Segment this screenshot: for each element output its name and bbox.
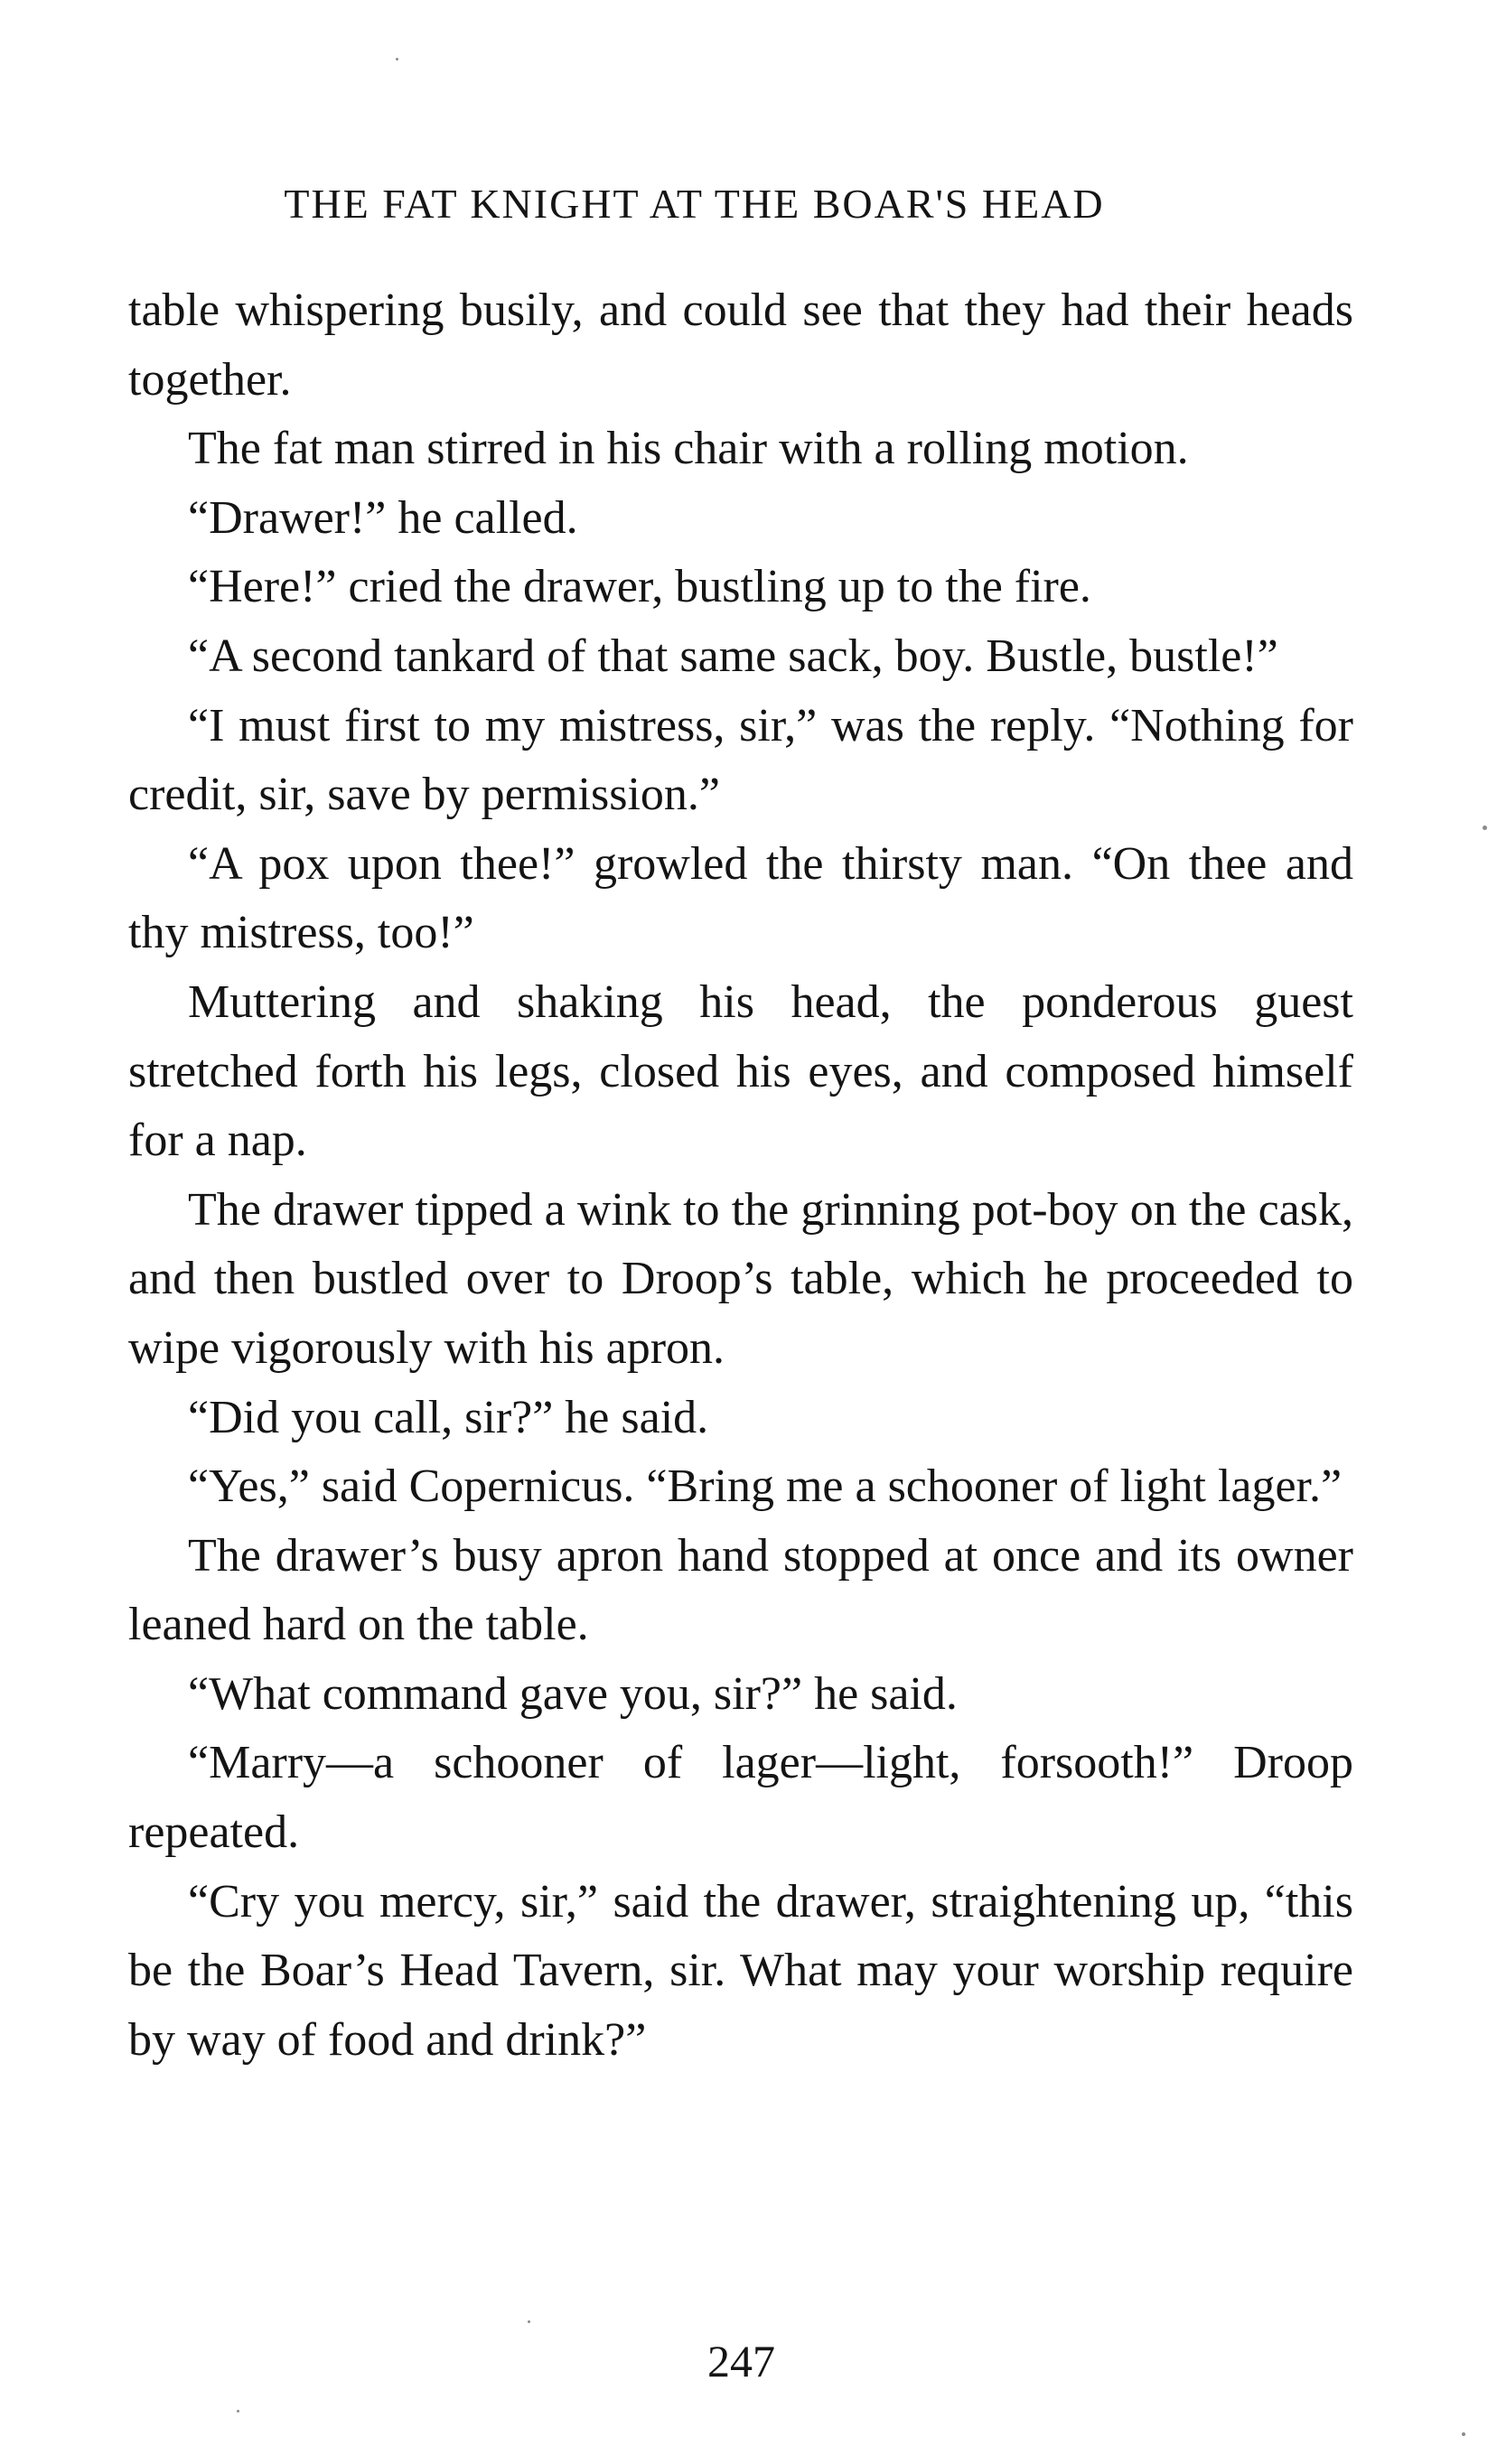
scan-speck <box>528 2320 530 2323</box>
paragraph: The fat man stirred in his chair with a rolling motion. <box>188 423 1189 475</box>
paragraph: “Drawer!” he called. <box>188 491 578 544</box>
paragraph: “Yes,” said Copernicus. “Bring me a schooner of light lager.” <box>188 1461 1343 1513</box>
paragraph: “Marry—a schooner of lager—light, forsooth!” Droop repeated. <box>128 1737 1353 1859</box>
scan-speck <box>396 58 398 61</box>
paragraph: “A second tankard of that same sack, boy. Bustle, bustle!” <box>188 630 1278 682</box>
paragraph: table whispering busily, and could see that they had their heads together. <box>128 285 1353 406</box>
paragraph: “What command gave you, sir?” he said. <box>188 1667 958 1720</box>
scan-speck <box>237 2410 239 2413</box>
paragraph: Muttering and shaking his head, the ponderous guest stretched forth his legs, closed his eyes, and composed himself for a nap. <box>128 975 1353 1167</box>
running-head: THE FAT KNIGHT AT THE BOAR'S HEAD <box>284 181 1105 227</box>
paragraph: “I must first to my mistress, sir,” was the reply. “Nothing for credit, sir, save by permission.” <box>128 699 1353 821</box>
paragraph: “A pox upon thee!” growled the thirsty man. “On thee and thy mistress, too!” <box>128 837 1353 959</box>
scan-speck <box>1462 2432 1465 2436</box>
page-number: 247 <box>707 2336 775 2386</box>
paragraph: “Here!” cried the drawer, bustling up to the fire. <box>188 561 1091 613</box>
paragraph: “Did you call, sir?” he said. <box>188 1391 709 1443</box>
paragraph: The drawer tipped a wink to the grinning pot-boy on the cask, and then bustled over to Droop’s table, which he proceeded to wipe vigorously with his apron. <box>128 1183 1353 1374</box>
paragraph: The drawer’s busy apron hand stopped at once and its owner leaned hard on the table. <box>128 1529 1353 1651</box>
body-text <box>128 276 1353 2075</box>
scan-speck <box>1483 826 1487 830</box>
paragraph: “Cry you mercy, sir,” said the drawer, straightening up, “this be the Boar’s Head Tavern, sir. What may your worship require by way of food and drink?” <box>128 1875 1353 2066</box>
